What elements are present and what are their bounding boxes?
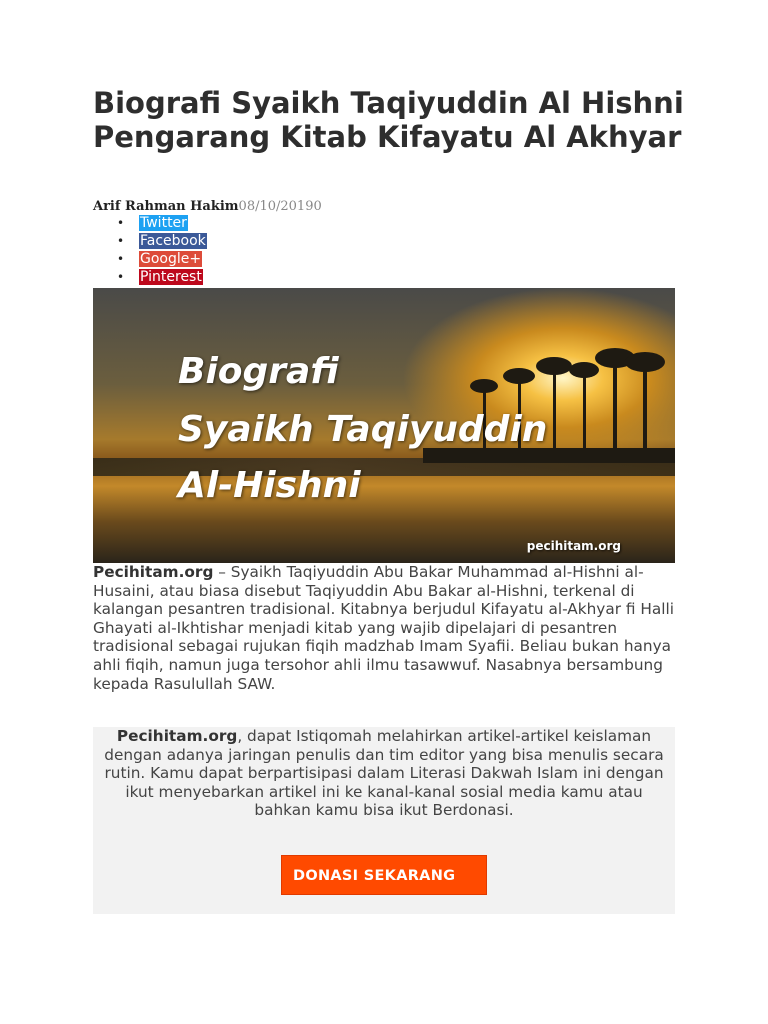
twitter-share-link[interactable]: Twitter bbox=[140, 215, 187, 231]
comment-count[interactable]: 0 bbox=[313, 199, 322, 214]
site-name: Pecihitam.org bbox=[93, 563, 214, 581]
image-watermark: pecihitam.org bbox=[526, 539, 621, 553]
share-item-twitter bbox=[93, 214, 207, 232]
bullet-icon: • bbox=[117, 252, 125, 266]
author-name[interactable]: Arif Rahman Hakim bbox=[93, 199, 239, 214]
hero-title-line-3: Al-Hishni bbox=[178, 465, 361, 506]
bullet-icon: • bbox=[117, 216, 125, 230]
donation-box bbox=[93, 727, 675, 914]
donation-message: , dapat Istiqomah melahirkan artikel-artikel keislaman dengan adanya jaringan penulis dan tim editor yang bisa menulis secara rutin. Kamu dapat berpartisipasi dalam Literasi Dakwah Islam ini dengan ikut menyebarkan artikel ini ke kanal-kanal sosial media kamu atau bahkan kamu bisa ikut Berdonasi. bbox=[104, 727, 664, 820]
pinterest-share-link[interactable]: Pinterest bbox=[140, 269, 202, 285]
article-meta bbox=[93, 199, 322, 215]
hero-title-line-1: Biografi bbox=[178, 351, 339, 392]
share-list bbox=[93, 214, 207, 286]
site-name: Pecihitam.org bbox=[116, 727, 238, 745]
hero-title-line-2: Syaikh Taqiyuddin bbox=[178, 409, 548, 450]
article-title: Biografi Syaikh Taqiyuddin Al Hishni Pengarang Kitab Kifayatu Al Akhyar bbox=[93, 86, 684, 154]
share-item-facebook bbox=[93, 232, 207, 250]
intro-paragraph bbox=[93, 563, 679, 693]
bullet-icon: • bbox=[117, 270, 125, 284]
intro-text: – Syaikh Taqiyuddin Abu Bakar Muhammad al-Hishni al-Husaini, atau biasa disebut Taqiyuddin Abu Bakar al-Hishni, terkenal di kalangan pesantren tradisional. Kitabnya berjudul Kifayatu al-Akhyar fi Halli Ghayati al-Ikhtishar menjadi kitab yang wajib dipelajari di pesantren tradisional sebagai rujukan fiqih madzhab Imam Syafii. Beliau bukan hanya ahli fiqih, namun juga tersohor ahli ilmu tasawwuf. Nasabnya bersambung kepada Rasulullah SAW. bbox=[93, 563, 675, 693]
donate-button[interactable]: DONASI SEKARANG bbox=[281, 855, 487, 895]
google-plus-share-link[interactable]: Google+ bbox=[140, 251, 202, 267]
bullet-icon: • bbox=[117, 234, 125, 248]
donation-text bbox=[93, 727, 675, 820]
post-date: 08/10/2019 bbox=[238, 199, 314, 214]
facebook-share-link[interactable]: Facebook bbox=[140, 233, 206, 249]
featured-image bbox=[93, 288, 675, 563]
share-item-google-plus bbox=[93, 250, 207, 268]
share-item-pinterest bbox=[93, 268, 207, 286]
